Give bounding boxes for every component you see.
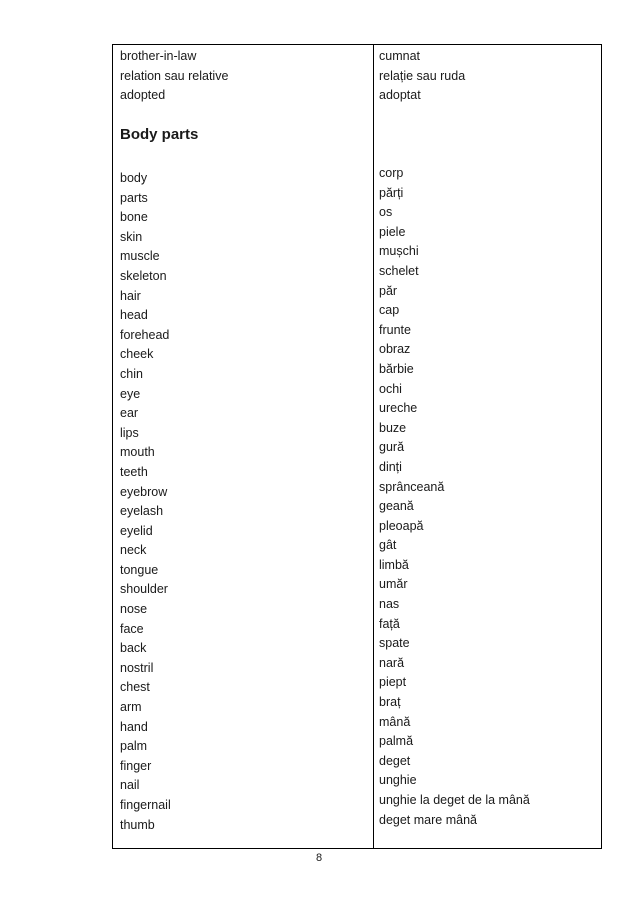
english-word: forehead	[120, 327, 170, 342]
romanian-word: mână	[379, 714, 411, 729]
english-word: skeleton	[120, 268, 167, 283]
romanian-word: față	[379, 616, 400, 631]
english-word: head	[120, 308, 148, 323]
english-word: palm	[120, 739, 148, 754]
english-word: fingernail	[120, 798, 171, 812]
romanian-word: bărbie	[379, 361, 414, 376]
romanian-top-word: adoptat	[379, 88, 421, 103]
english-word: neck	[120, 543, 147, 558]
romanian-word: nas	[379, 597, 400, 612]
vocabulary-table	[112, 44, 602, 849]
romanian-word: geană	[379, 499, 414, 514]
english-top-word: relation sau relative	[120, 68, 229, 83]
romanian-word: ureche	[379, 401, 418, 416]
english-word: nail	[120, 778, 140, 793]
english-word: nostril	[120, 660, 154, 675]
english-word: nose	[120, 602, 148, 617]
romanian-word-list	[379, 164, 530, 830]
romanian-word: umăr	[379, 577, 408, 592]
english-word: hand	[120, 719, 148, 734]
column-divider	[373, 45, 374, 848]
english-top-word: brother-in-law	[120, 49, 197, 63]
english-word: lips	[120, 425, 139, 440]
romanian-top-column	[379, 47, 465, 106]
english-word: eyelid	[120, 523, 153, 538]
romanian-word: piept	[379, 675, 407, 690]
english-word-list	[120, 169, 171, 835]
english-word: ear	[120, 406, 139, 421]
english-top-column	[120, 47, 228, 106]
romanian-word: unghie la deget de la mână	[379, 793, 530, 807]
romanian-word: obraz	[379, 342, 411, 357]
romanian-word: sprânceană	[379, 479, 445, 494]
english-word: parts	[120, 190, 148, 205]
romanian-word: palmă	[379, 734, 414, 749]
romanian-word: buze	[379, 420, 407, 435]
romanian-word: deget mare mână	[379, 812, 477, 827]
english-word: finger	[120, 758, 152, 773]
romanian-word: gât	[379, 538, 397, 553]
romanian-word: pleoapă	[379, 518, 424, 533]
english-word: teeth	[120, 464, 148, 479]
english-word: face	[120, 621, 144, 636]
english-word: back	[120, 641, 147, 656]
english-word: body	[120, 171, 148, 185]
romanian-word: mușchi	[379, 244, 419, 259]
romanian-word: părți	[379, 185, 404, 200]
romanian-word: păr	[379, 283, 398, 298]
english-word: skin	[120, 229, 143, 244]
english-word: eye	[120, 386, 141, 401]
page-number: 8	[315, 852, 323, 864]
english-word: hair	[120, 288, 141, 303]
english-word: arm	[120, 700, 142, 715]
romanian-word: piele	[379, 224, 406, 239]
romanian-word: gură	[379, 440, 405, 455]
english-word: muscle	[120, 249, 160, 264]
romanian-word: nară	[379, 655, 405, 670]
romanian-word: limbă	[379, 557, 409, 572]
romanian-word: ochi	[379, 381, 402, 396]
english-word: cheek	[120, 347, 154, 362]
section-heading: Body parts	[120, 126, 199, 143]
romanian-word: braț	[379, 695, 401, 710]
romanian-word: unghie	[379, 773, 417, 788]
english-word: mouth	[120, 445, 155, 460]
romanian-top-word: cumnat	[379, 49, 420, 63]
english-word: chest	[120, 680, 150, 695]
english-word: eyelash	[120, 504, 164, 519]
romanian-word: spate	[379, 636, 410, 651]
romanian-word: dinți	[379, 459, 402, 474]
romanian-word: schelet	[379, 263, 419, 278]
romanian-word: frunte	[379, 322, 411, 337]
romanian-word: os	[379, 205, 393, 220]
english-word: thumb	[120, 817, 155, 832]
romanian-word: deget	[379, 753, 411, 768]
english-word: chin	[120, 366, 143, 381]
english-word: eyebrow	[120, 484, 168, 499]
english-word: tongue	[120, 562, 159, 577]
romanian-word: corp	[379, 166, 404, 180]
romanian-top-word: relație sau ruda	[379, 68, 466, 83]
english-word: shoulder	[120, 582, 168, 597]
english-word: bone	[120, 210, 148, 225]
english-top-word: adopted	[120, 88, 166, 103]
romanian-word: cap	[379, 303, 400, 318]
